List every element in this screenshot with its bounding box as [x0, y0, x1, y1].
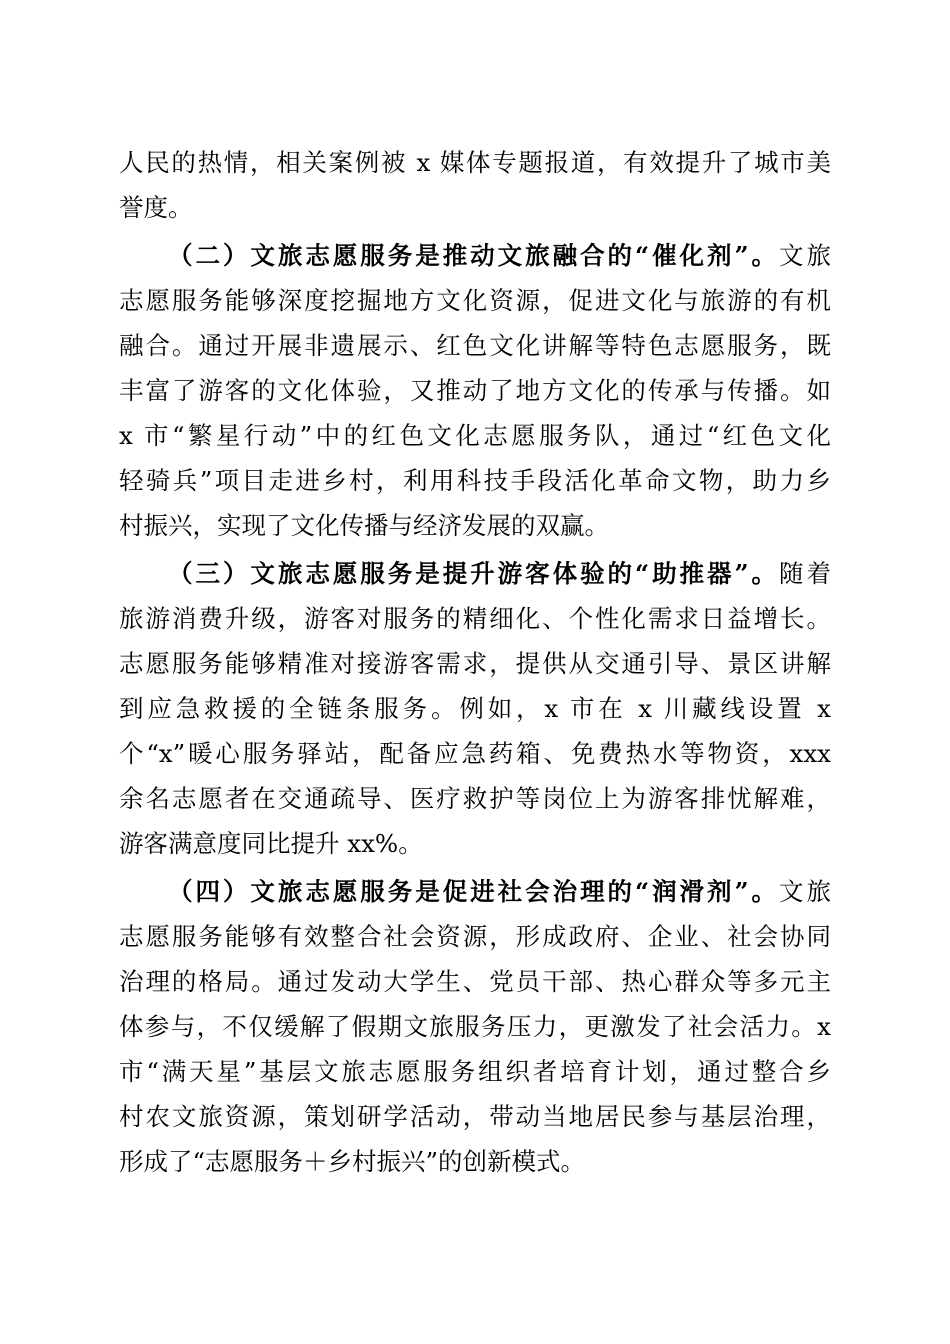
text-line: 个“x”暖心服务驿站，配备应急药箱、免费热水等物资，xxx — [119, 739, 831, 768]
text-line: 形成了“志愿服务＋乡村振兴”的创新模式。 — [119, 1147, 586, 1176]
text-line: 轻骑兵”项目走进乡村，利用科技手段活化革命文物，助力乡 — [119, 466, 831, 495]
text-line: 到应急救援的全链条服务。例如，x 市在 x 川藏线设置 x — [119, 694, 831, 723]
text-run: 文旅 — [779, 877, 831, 906]
section-heading: （三）文旅志愿服务是提升游客体验的“助推器”。 — [168, 559, 780, 588]
text-line: 游客满意度同比提升 xx%。 — [119, 829, 423, 858]
section-heading: （四）文旅志愿服务是促进社会治理的“润滑剂”。 — [168, 877, 780, 906]
text-line: 志愿服务能够精准对接游客需求，提供从交通引导、景区讲解 — [119, 649, 831, 678]
paragraph-continuation — [119, 140, 831, 230]
text-line: 村农文旅资源，策划研学活动，带动当地居民参与基层治理， — [119, 1102, 831, 1131]
text-line: 市“满天星”基层文旅志愿服务组织者培育计划，通过整合乡 — [119, 1057, 831, 1086]
text-run: 文旅 — [779, 241, 831, 270]
text-line: x 市“繁星行动”中的红色文化志愿服务队，通过“红色文化 — [119, 421, 831, 450]
text-line: 治理的格局。通过发动大学生、党员干部、热心群众等多元主 — [119, 967, 831, 996]
text-line: 志愿服务能够有效整合社会资源，形成政府、企业、社会协同 — [119, 922, 831, 951]
paragraph-cultural-integration — [119, 233, 831, 548]
text-line: 村振兴，实现了文化传播与经济发展的双赢。 — [119, 511, 609, 540]
section-heading: （二）文旅志愿服务是推动文旅融合的“催化剂”。 — [168, 241, 780, 270]
text-line: 丰富了游客的文化体验，又推动了地方文化的传承与传播。如 — [119, 376, 831, 405]
text-line: 体参与，不仅缓解了假期文旅服务压力，更激发了社会活力。x — [119, 1012, 831, 1041]
text-run: 随着 — [779, 559, 831, 588]
heading-line — [119, 551, 831, 596]
paragraph-social-governance — [119, 869, 831, 1184]
heading-line — [119, 233, 831, 278]
text-line: 志愿服务能够深度挖掘地方文化资源，促进文化与旅游的有机 — [119, 286, 831, 315]
text-line: 融合。通过开展非遗展示、红色文化讲解等特色志愿服务，既 — [119, 331, 831, 360]
heading-line — [119, 869, 831, 914]
text-line: 誉度。 — [119, 193, 193, 222]
text-line: 旅游消费升级，游客对服务的精细化、个性化需求日益增长。 — [119, 604, 831, 633]
text-line: 余名志愿者在交通疏导、医疗救护等岗位上为游客排忧解难， — [119, 784, 831, 813]
document-page — [119, 140, 831, 1184]
text-line: 人民的热情，相关案例被 x 媒体专题报道，有效提升了城市美 — [119, 148, 831, 177]
paragraph-tourist-experience — [119, 551, 831, 866]
